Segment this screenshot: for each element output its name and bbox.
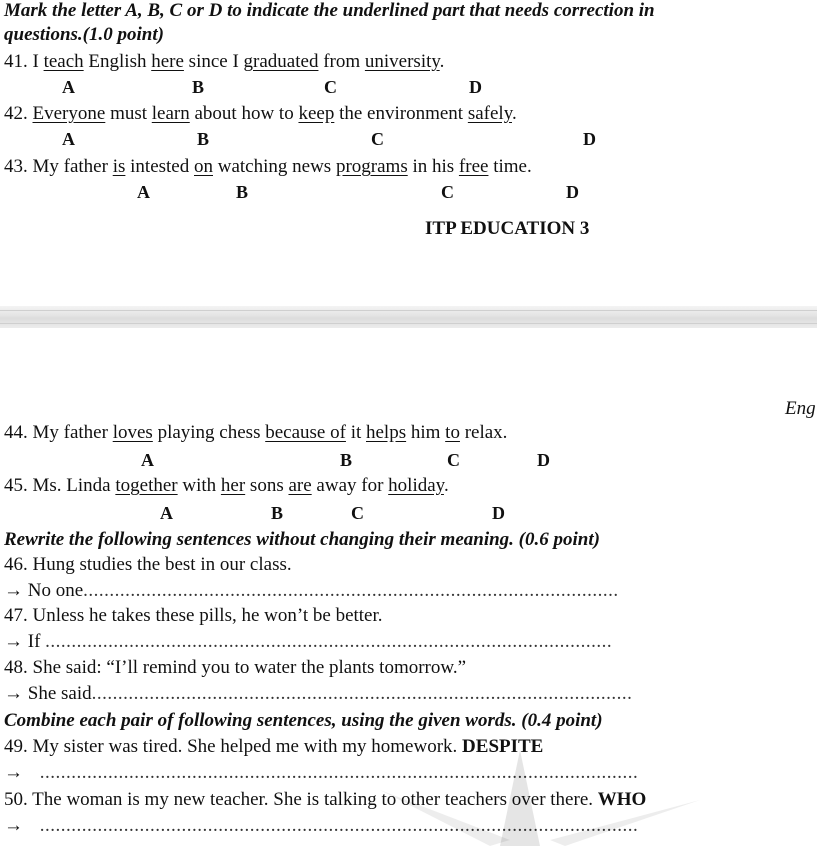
section3-instruction: Combine each pair of following sentences, using the given words. (0.4 point) xyxy=(4,710,603,731)
section1-instruction-line2: questions.(1.0 point) xyxy=(4,24,164,45)
q45-label-d: D xyxy=(492,503,505,523)
q41-label-c: C xyxy=(324,77,337,97)
section2-instruction: Rewrite the following sentences without changing their meaning. (0.6 point) xyxy=(4,529,600,550)
q44-label-c: C xyxy=(447,450,460,470)
q42-part-b: learn xyxy=(151,103,190,124)
q44-part-a: loves xyxy=(112,422,153,443)
question-48: 48. She said: “I’ll remind you to water the plants tomorrow.” xyxy=(4,657,467,678)
q43-part-a: is xyxy=(112,156,126,177)
q44-label-b: B xyxy=(340,450,353,470)
q42-part-d: safely xyxy=(467,103,512,124)
q45-label-a: A xyxy=(160,503,173,523)
question-43: 43. My father is intested on watching news programs in his free time. xyxy=(4,156,532,177)
question-42: 42. Everyone must learn about how to keep the environment safely. xyxy=(4,103,517,124)
question-41: 41. I teach English here since I graduated from university. xyxy=(4,51,445,72)
q42-label-d: D xyxy=(583,129,596,149)
q43-label-c: C xyxy=(441,182,454,202)
page-break-divider xyxy=(0,306,817,328)
q44-label-a: A xyxy=(141,450,154,470)
question-49: 49. My sister was tired. She helped me with my homework. DESPITE xyxy=(4,736,544,757)
question-50: 50. The woman is my new teacher. She is talking to other teachers over there. WHO xyxy=(4,789,647,810)
q42-part-c: keep xyxy=(298,103,335,124)
q43-part-b: on xyxy=(194,156,213,177)
q43-part-c: programs xyxy=(335,156,408,177)
q45-part-b: her xyxy=(220,475,246,496)
q45-part-c: are xyxy=(288,475,312,496)
q43-part-d: free xyxy=(458,156,489,177)
q48-answer-line: → She said....................................................................................................... xyxy=(4,683,633,704)
q42-label-b: B xyxy=(197,129,210,149)
q41-label-d: D xyxy=(469,77,482,97)
q41-label-a: A xyxy=(62,77,75,97)
q44-label-d: D xyxy=(537,450,550,470)
q43-label-b: B xyxy=(236,182,249,202)
page-footer: ITP EDUCATION 3 xyxy=(425,218,590,239)
q41-part-b: here xyxy=(151,51,184,72)
q41-label-b: B xyxy=(192,77,205,97)
q49-answer-line: → .................................................................................................................. xyxy=(4,762,639,783)
q47-answer-line: → If ............................................................................................................ xyxy=(4,631,613,652)
q44-part-d: to xyxy=(445,422,460,443)
q50-answer-line: → .................................................................................................................. xyxy=(4,815,639,836)
question-45: 45. Ms. Linda together with her sons are away for holiday. xyxy=(4,475,449,496)
q44-part-c: helps xyxy=(366,422,407,443)
q42-label-a: A xyxy=(62,129,75,149)
q42-part-a: Everyone xyxy=(32,103,106,124)
q45-label-c: C xyxy=(351,503,364,523)
section1-instruction-line1: Mark the letter A, B, C or D to indicate the underlined part that needs correction in xyxy=(4,0,655,21)
q45-part-a: together xyxy=(115,475,178,496)
question-46: 46. Hung studies the best in our class. xyxy=(4,554,292,575)
page-header: Eng xyxy=(785,398,816,419)
q42-label-c: C xyxy=(371,129,384,149)
q45-part-d: holiday xyxy=(388,475,444,496)
q41-part-a: teach xyxy=(43,51,84,72)
q44-part-b: because of xyxy=(265,422,346,443)
question-47: 47. Unless he takes these pills, he won’t be better. xyxy=(4,605,383,626)
q46-answer-line: → No one...................................................................................................... xyxy=(4,580,619,601)
q41-part-d: university xyxy=(364,51,440,72)
q41-part-c: graduated xyxy=(243,51,319,72)
q43-label-d: D xyxy=(566,182,579,202)
q45-label-b: B xyxy=(271,503,284,523)
question-44: 44. My father loves playing chess because of it helps him to relax. xyxy=(4,422,508,443)
q43-label-a: A xyxy=(137,182,150,202)
